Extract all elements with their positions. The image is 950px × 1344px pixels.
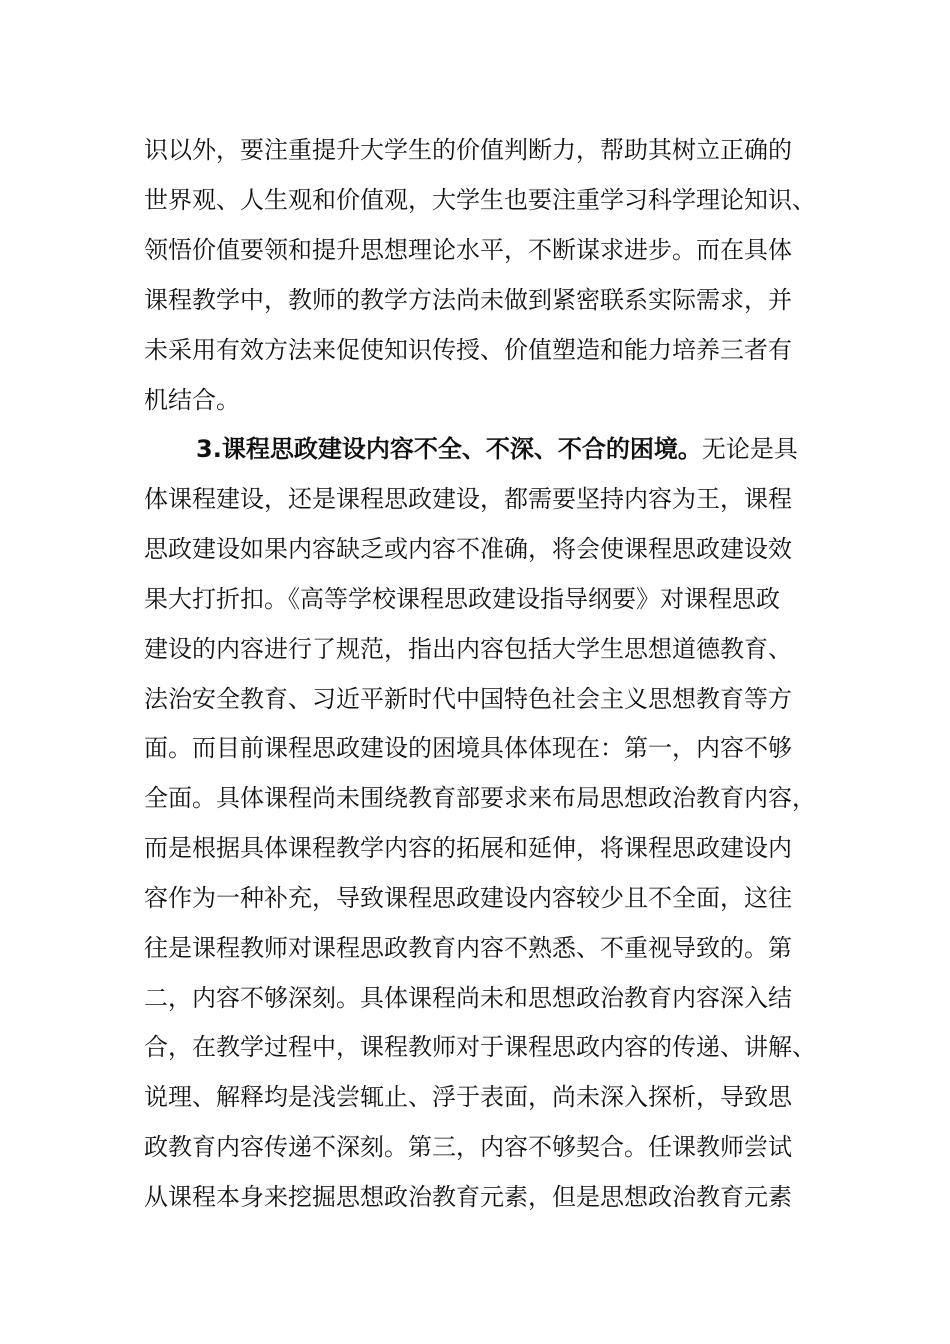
paragraph-1-line-6: 机结合。	[144, 386, 240, 414]
paragraph-1-line-1: 识以外，要注重提升大学生的价值判断力，帮助其树立正确的	[144, 136, 792, 164]
paragraph-2-first-line	[196, 433, 798, 465]
paragraph-2-line-12: 二，内容不够深刻。具体课程尚未和思想政治教育内容深入结	[144, 984, 792, 1012]
paragraph-2-line-11: 往是课程教师对课程思政教育内容不熟悉、不重视导致的。第	[144, 934, 792, 962]
paragraph-2-line-14: 说理、解释均是浅尝辄止、浮于表面，尚未深入探析，导致思	[144, 1083, 792, 1111]
paragraph-2-line-13: 合，在教学过程中，课程教师对于课程思政内容的传递、讲解、	[144, 1033, 816, 1061]
paragraph-1-line-2: 世界观、人生观和价值观，大学生也要注重学习科学理论知识、	[144, 186, 816, 214]
paragraph-2-line-3: 思政建设如果内容缺乏或内容不准确，将会使课程思政建设效	[144, 535, 792, 563]
paragraph-2-first-line-text: 无论是具	[701, 435, 798, 463]
paragraph-2-line-9: 而是根据具体课程教学内容的拓展和延伸，将课程思政建设内	[144, 834, 792, 862]
paragraph-2-line-6: 法治安全教育、习近平新时代中国特色社会主义思想教育等方	[144, 685, 792, 713]
paragraph-2-line-8: 全面。具体课程尚未围绕教育部要求来布局思想政治教育内容，	[144, 784, 816, 812]
paragraph-2-line-4: 果大打折扣。《高等学校课程思政建设指导纲要》对课程思政	[144, 585, 780, 613]
paragraph-1-line-5: 未采用有效方法来促使知识传授、价值塑造和能力培养三者有	[144, 336, 792, 364]
section-heading: 3.课程思政建设内容不全、不深、不合的困境。	[196, 435, 702, 463]
paragraph-2-line-10: 容作为一种补充，导致课程思政建设内容较少且不全面，这往	[144, 884, 792, 912]
paragraph-1-line-4: 课程教学中，教师的教学方法尚未做到紧密联系实际需求，并	[144, 286, 792, 314]
paragraph-2-line-15: 政教育内容传递不深刻。第三，内容不够契合。任课教师尝试	[144, 1133, 792, 1161]
paragraph-2-line-5: 建设的内容进行了规范，指出内容包括大学生思想道德教育、	[144, 635, 792, 663]
paragraph-2-line-16: 从课程本身来挖掘思想政治教育元素，但是思想政治教育元素	[144, 1183, 792, 1211]
paragraph-2-line-7: 面。而目前课程思政建设的困境具体体现在：第一，内容不够	[144, 734, 792, 762]
paragraph-1-line-3: 领悟价值要领和提升思想理论水平，不断谋求进步。而在具体	[144, 236, 792, 264]
paragraph-2-line-2: 体课程建设，还是课程思政建设，都需要坚持内容为王，课程	[144, 485, 792, 513]
